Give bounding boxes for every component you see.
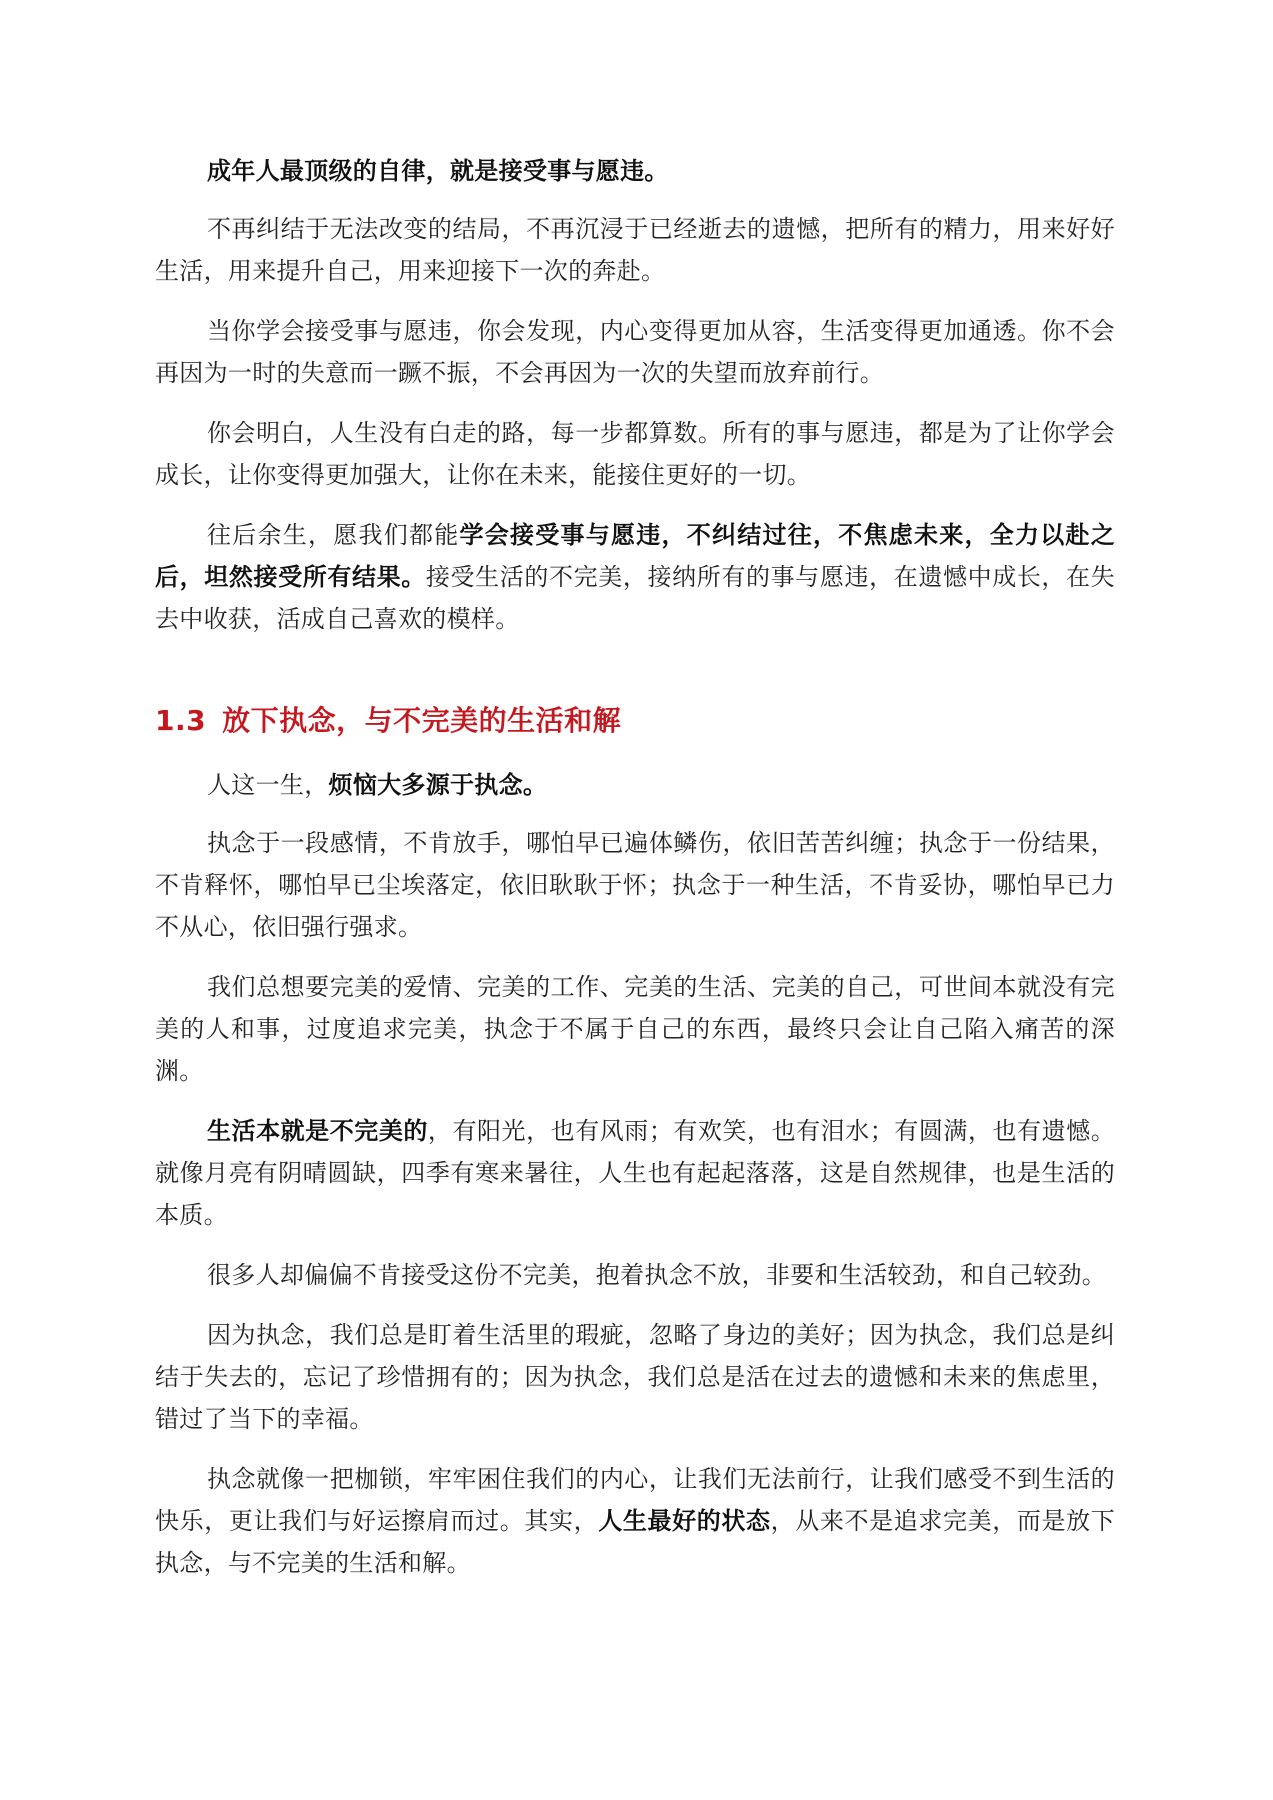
paragraph-rest-of-life: [155, 514, 1115, 640]
section-heading: [155, 698, 1115, 744]
bold-text: 烦恼大多源于执念。: [328, 771, 548, 799]
paragraph-because-of-obsession: 因为执念，我们总是盯着生活里的瑕疵，忽略了身边的美好；因为执念，我们总是纠结于失去的，忘记了珍惜拥有的；因为执念，我们总是活在过去的遗憾和未来的焦虑里，错过了当下的幸福。: [155, 1321, 1115, 1433]
paragraph-perfection: 我们总想要完美的爱情、完美的工作、完美的生活、完美的自己，可世间本就没有完美的人和事，过度追求完美，执念于不属于自己的东西，最终只会让自己陷入痛苦的深渊。: [155, 973, 1115, 1085]
text-run: 人这一生，: [207, 771, 329, 799]
section-title: 放下执念，与不完美的生活和解: [222, 704, 622, 737]
text-run: ，从来不是追求完美，而是放下执念，与不完美的生活和解。: [155, 1507, 1115, 1577]
paragraph-shackles: [155, 1458, 1115, 1584]
paragraph-imperfect-life: [155, 1110, 1115, 1236]
text-run: 执念就像一把枷锁，牢牢困住我们的内心，让我们无法前行，让我们感受不到生活的快乐，更让我们与好运擦肩而过。其实，: [155, 1465, 1115, 1535]
paragraph-struggle: 很多人却偏偏不肯接受这份不完美，抱着执念不放，非要和生活较劲，和自己较劲。: [207, 1261, 1107, 1289]
text-run: 往后余生，愿我们都能: [207, 521, 460, 549]
paragraph-obsession-intro: [155, 764, 1115, 806]
paragraph-every-step-counts: 你会明白，人生没有白走的路，每一步都算数。所有的事与愿违，都是为了让你学会成长，让你变得更加强大，让你在未来，能接住更好的一切。: [155, 419, 1115, 489]
bold-text: 成年人最顶级的自律，就是接受事与愿违。: [207, 157, 669, 185]
section-number: 1.3: [155, 704, 207, 737]
bold-text: 学会接受事与愿违，不纠结过往，不焦虑未来，全力以赴之后，坦然接受所有结果。: [155, 521, 1115, 591]
paragraph-obsession-examples: 执念于一段感情，不肯放手，哪怕早已遍体鳞伤，依旧苦苦纠缠；执念于一份结果，不肯释怀，哪怕早已尘埃落定，依旧耿耿于怀；执念于一种生活，不肯妥协，哪怕早已力不从心，依旧强行强求。: [155, 829, 1115, 941]
paragraph-accept-outcome: 当你学会接受事与愿违，你会发现，内心变得更加从容，生活变得更加通透。你不会再因为一时的失意而一蹶不振，不会再因为一次的失望而放弃前行。: [155, 317, 1115, 387]
text-run: ，有阳光，也有风雨；有欢笑，也有泪水；有圆满，也有遗憾。就像月亮有阴晴圆缺，四季有寒来暑往，人生也有起起落落，这是自然规律，也是生活的本质。: [155, 1117, 1115, 1229]
text-run: 接受生活的不完美，接纳所有的事与愿违，在遗憾中成长，在失去中收获，活成自己喜欢的模样。: [155, 563, 1115, 633]
document-page: [155, 150, 1115, 1602]
paragraph-self-discipline: [155, 150, 1115, 192]
bold-text: 生活本就是不完美的: [207, 1117, 428, 1145]
paragraph-no-regret: 不再纠结于无法改变的结局，不再沉浸于已经逝去的遗憾，把所有的精力，用来好好生活，用来提升自己，用来迎接下一次的奔赴。: [155, 215, 1115, 285]
bold-text: 人生最好的状态: [598, 1507, 771, 1535]
